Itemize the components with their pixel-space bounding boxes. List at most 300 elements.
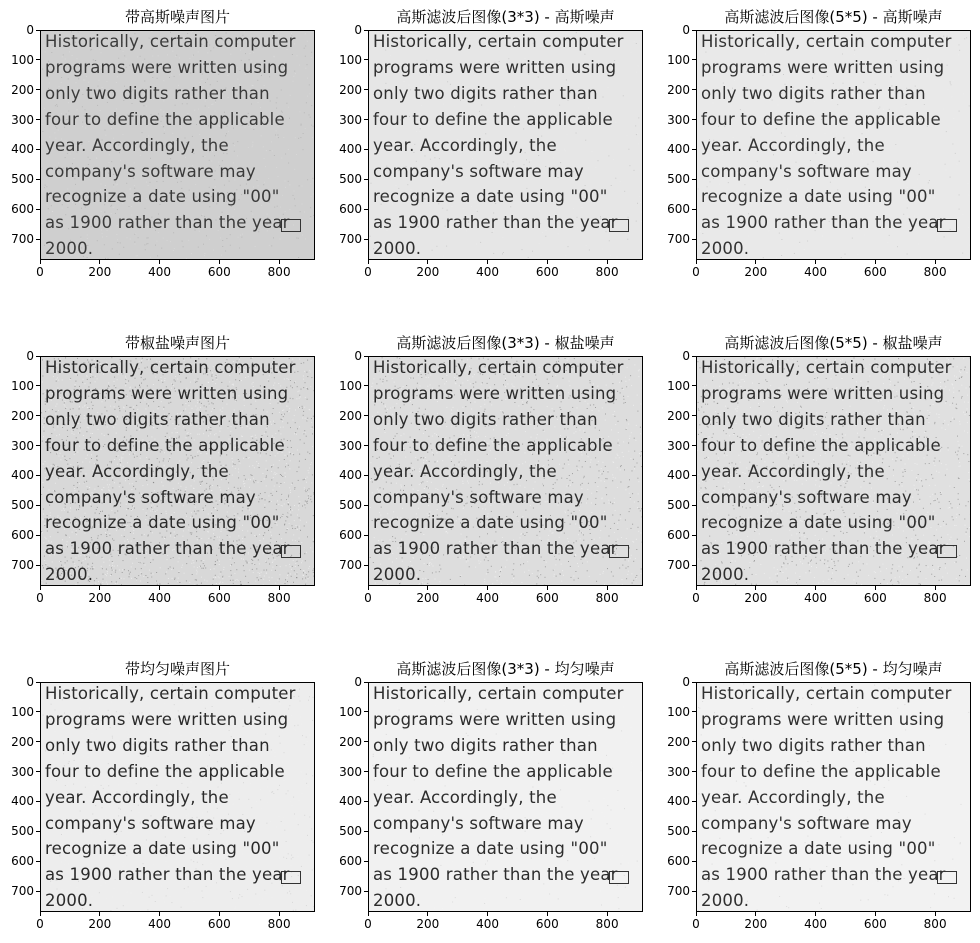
text-line: programs were written using: [373, 709, 617, 729]
text-line: company's software may: [45, 813, 256, 833]
x-tick-label: 800: [595, 917, 619, 931]
y-tick-label: 400: [339, 468, 362, 483]
y-tick-label: 700: [339, 232, 362, 247]
text-line: year. Accordingly, the: [701, 787, 885, 807]
y-tick-label: 100: [11, 52, 34, 67]
y-tick-mark: [36, 209, 40, 210]
text-line: year. Accordingly, the: [373, 461, 557, 481]
x-tick-label: 0: [692, 591, 700, 605]
y-tick-mark: [692, 59, 696, 60]
y-tick-mark: [692, 505, 696, 506]
y-tick-label: 400: [339, 142, 362, 157]
y-tick-mark: [692, 535, 696, 536]
y-tick-mark: [692, 149, 696, 150]
x-tick-label: 400: [804, 265, 828, 279]
y-tick-label: 500: [11, 824, 34, 839]
y-tick-label: 200: [667, 734, 690, 749]
y-tick-mark: [364, 445, 368, 446]
x-tick-mark: [815, 586, 816, 590]
x-tick-mark: [875, 586, 876, 590]
x-tick-mark: [607, 912, 608, 916]
x-tick-label: 600: [535, 591, 559, 605]
text-line: only two digits rather than: [701, 735, 926, 755]
y-tick-label: 300: [339, 112, 362, 127]
y-tick-label: 700: [667, 884, 690, 899]
text-line: year. Accordingly, the: [45, 787, 229, 807]
y-tick-label: 0: [682, 349, 690, 363]
y-tick-mark: [36, 149, 40, 150]
text-line: 2000.: [373, 565, 422, 585]
y-tick-mark: [692, 415, 696, 416]
text-line: four to define the applicable: [45, 109, 285, 129]
text-line: only two digits rather than: [373, 83, 598, 103]
x-tick-mark: [219, 586, 220, 590]
y-tick-mark: [692, 565, 696, 566]
x-tick-mark: [159, 912, 160, 916]
text-line: company's software may: [45, 161, 256, 181]
y-tick-mark: [36, 89, 40, 90]
y-tick-label: 600: [339, 528, 362, 543]
text-line: 2000.: [701, 239, 750, 259]
y-tick-label: 700: [11, 884, 34, 899]
text-line: programs were written using: [373, 57, 617, 77]
panel-title: 带椒盐噪声图片: [124, 334, 230, 352]
y-tick-mark: [36, 415, 40, 416]
y-tick-mark: [36, 682, 40, 683]
box-marker: [937, 219, 957, 232]
text-line: as 1900 rather than the year: [373, 213, 618, 233]
text-line: company's software may: [701, 487, 912, 507]
box-marker: [609, 871, 629, 884]
x-tick-label: 0: [364, 265, 372, 279]
text-line: company's software may: [373, 161, 584, 181]
x-tick-mark: [487, 586, 488, 590]
text-line: as 1900 rather than the year: [701, 865, 946, 885]
x-tick-label: 600: [535, 265, 559, 279]
y-tick-mark: [36, 891, 40, 892]
y-tick-label: 300: [667, 764, 690, 779]
x-tick-mark: [279, 912, 280, 916]
y-tick-mark: [36, 861, 40, 862]
text-line: four to define the applicable: [701, 109, 941, 129]
text-line: 2000.: [701, 565, 750, 585]
y-tick-label: 300: [11, 112, 34, 127]
text-line: Historically, certain computer: [45, 684, 296, 703]
y-tick-mark: [36, 356, 40, 357]
text-line: programs were written using: [45, 57, 289, 77]
y-tick-mark: [364, 30, 368, 31]
image-panel: [40, 30, 315, 260]
y-tick-mark: [364, 682, 368, 683]
text-line: programs were written using: [701, 383, 945, 403]
x-tick-mark: [279, 586, 280, 590]
x-tick-mark: [159, 586, 160, 590]
x-tick-label: 200: [88, 917, 112, 931]
x-tick-mark: [99, 260, 100, 264]
y-tick-label: 500: [667, 172, 690, 187]
y-tick-label: 200: [339, 734, 362, 749]
box-marker: [937, 545, 957, 558]
y-tick-label: 600: [667, 202, 690, 217]
y-tick-label: 100: [339, 378, 362, 393]
text-line: only two digits rather than: [45, 735, 270, 755]
y-tick-label: 0: [26, 349, 34, 363]
y-tick-label: 700: [339, 558, 362, 573]
text-line: four to define the applicable: [45, 761, 285, 781]
x-tick-label: 600: [863, 265, 887, 279]
y-tick-label: 400: [11, 468, 34, 483]
x-tick-mark: [547, 912, 548, 916]
text-line: 2000.: [45, 565, 94, 585]
x-tick-mark: [815, 912, 816, 916]
y-tick-label: 500: [667, 824, 690, 839]
y-tick-label: 500: [339, 824, 362, 839]
text-line: programs were written using: [701, 709, 945, 729]
x-tick-mark: [427, 260, 428, 264]
y-tick-mark: [36, 385, 40, 386]
y-tick-mark: [692, 179, 696, 180]
y-tick-mark: [36, 565, 40, 566]
y-tick-label: 300: [11, 764, 34, 779]
text-line: Historically, certain computer: [701, 358, 952, 377]
image-panel: [696, 682, 971, 912]
y-tick-mark: [692, 356, 696, 357]
text-line: year. Accordingly, the: [701, 461, 885, 481]
panel-title: 高斯滤波后图像(3*3) - 椒盐噪声: [396, 334, 615, 352]
x-tick-mark: [547, 586, 548, 590]
x-tick-mark: [935, 912, 936, 916]
y-tick-mark: [364, 149, 368, 150]
y-tick-mark: [692, 771, 696, 772]
text-line: recognize a date using "00": [701, 513, 936, 533]
text-line: year. Accordingly, the: [45, 461, 229, 481]
text-line: recognize a date using "00": [701, 839, 936, 859]
y-tick-mark: [36, 445, 40, 446]
text-line: year. Accordingly, the: [373, 787, 557, 807]
y-tick-label: 300: [667, 112, 690, 127]
image-panel: [696, 30, 971, 260]
x-tick-label: 800: [267, 265, 291, 279]
x-tick-mark: [815, 260, 816, 264]
y-tick-label: 700: [667, 558, 690, 573]
y-tick-label: 100: [339, 704, 362, 719]
text-line: as 1900 rather than the year: [701, 213, 946, 233]
text-line: as 1900 rather than the year: [373, 539, 618, 559]
y-tick-label: 600: [667, 854, 690, 869]
y-tick-label: 600: [667, 528, 690, 543]
y-tick-label: 200: [339, 408, 362, 423]
y-tick-label: 300: [11, 438, 34, 453]
y-tick-label: 600: [11, 528, 34, 543]
text-line: four to define the applicable: [373, 109, 613, 129]
x-tick-mark: [427, 912, 428, 916]
y-tick-label: 600: [339, 854, 362, 869]
y-tick-mark: [364, 119, 368, 120]
x-tick-label: 600: [207, 265, 231, 279]
y-tick-mark: [36, 239, 40, 240]
y-tick-mark: [692, 891, 696, 892]
x-tick-mark: [935, 586, 936, 590]
y-tick-mark: [364, 179, 368, 180]
y-tick-label: 500: [667, 498, 690, 513]
x-tick-mark: [368, 260, 369, 264]
y-tick-label: 400: [11, 142, 34, 157]
text-line: programs were written using: [45, 383, 289, 403]
y-tick-label: 0: [682, 23, 690, 37]
panel-title: 高斯滤波后图像(3*3) - 高斯噪声: [396, 8, 615, 26]
x-tick-mark: [875, 912, 876, 916]
x-tick-mark: [696, 260, 697, 264]
y-tick-mark: [692, 831, 696, 832]
x-tick-label: 400: [148, 917, 172, 931]
y-tick-mark: [36, 119, 40, 120]
text-line: Historically, certain computer: [701, 684, 952, 703]
panel-title: 带高斯噪声图片: [124, 8, 230, 26]
x-tick-mark: [696, 586, 697, 590]
text-line: company's software may: [45, 487, 256, 507]
y-tick-mark: [364, 505, 368, 506]
x-tick-label: 600: [863, 917, 887, 931]
x-tick-mark: [547, 260, 548, 264]
y-tick-label: 0: [26, 675, 34, 689]
text-line: as 1900 rather than the year: [701, 539, 946, 559]
panel-title: 高斯滤波后图像(5*5) - 椒盐噪声: [724, 334, 943, 352]
panel-title: 高斯滤波后图像(5*5) - 高斯噪声: [724, 8, 943, 26]
text-line: recognize a date using "00": [45, 839, 280, 859]
x-tick-label: 0: [36, 265, 44, 279]
y-tick-mark: [692, 711, 696, 712]
y-tick-mark: [364, 209, 368, 210]
x-tick-label: 800: [923, 591, 947, 605]
panel-title: 高斯滤波后图像(5*5) - 均匀噪声: [724, 660, 943, 678]
x-tick-label: 400: [476, 591, 500, 605]
text-line: 2000.: [701, 891, 750, 911]
x-tick-label: 200: [744, 917, 768, 931]
x-tick-label: 200: [744, 591, 768, 605]
y-tick-mark: [364, 475, 368, 476]
x-tick-mark: [487, 260, 488, 264]
y-tick-mark: [692, 861, 696, 862]
image-panel: [368, 356, 643, 586]
y-tick-mark: [36, 741, 40, 742]
text-line: recognize a date using "00": [45, 513, 280, 533]
y-tick-mark: [364, 861, 368, 862]
y-tick-mark: [36, 831, 40, 832]
text-line: as 1900 rather than the year: [45, 539, 290, 559]
y-tick-label: 700: [11, 232, 34, 247]
box-marker: [281, 871, 301, 884]
x-tick-label: 800: [595, 591, 619, 605]
text-line: year. Accordingly, the: [373, 135, 557, 155]
box-marker: [609, 219, 629, 232]
x-tick-mark: [99, 586, 100, 590]
x-tick-mark: [607, 586, 608, 590]
text-line: Historically, certain computer: [45, 32, 296, 51]
y-tick-label: 500: [339, 172, 362, 187]
y-tick-label: 100: [667, 704, 690, 719]
text-line: recognize a date using "00": [373, 839, 608, 859]
y-tick-label: 100: [667, 52, 690, 67]
x-tick-label: 400: [148, 591, 172, 605]
text-line: Historically, certain computer: [373, 32, 624, 51]
y-tick-mark: [692, 801, 696, 802]
image-panel: [40, 682, 315, 912]
y-tick-label: 600: [11, 854, 34, 869]
text-line: only two digits rather than: [45, 409, 270, 429]
y-tick-label: 500: [11, 172, 34, 187]
text-line: 2000.: [373, 891, 422, 911]
y-tick-label: 400: [667, 468, 690, 483]
y-tick-label: 700: [339, 884, 362, 899]
text-line: Historically, certain computer: [701, 32, 952, 51]
y-tick-label: 500: [11, 498, 34, 513]
y-tick-label: 700: [667, 232, 690, 247]
x-tick-label: 200: [416, 917, 440, 931]
y-tick-label: 100: [667, 378, 690, 393]
y-tick-label: 300: [339, 764, 362, 779]
x-tick-mark: [755, 586, 756, 590]
y-tick-mark: [364, 385, 368, 386]
text-line: company's software may: [373, 487, 584, 507]
y-tick-mark: [692, 385, 696, 386]
text-line: 2000.: [373, 239, 422, 259]
text-line: only two digits rather than: [701, 83, 926, 103]
y-tick-mark: [36, 30, 40, 31]
y-tick-mark: [692, 89, 696, 90]
text-line: programs were written using: [373, 383, 617, 403]
y-tick-mark: [364, 891, 368, 892]
y-tick-mark: [692, 239, 696, 240]
x-tick-mark: [935, 260, 936, 264]
text-line: as 1900 rather than the year: [45, 213, 290, 233]
x-tick-mark: [40, 912, 41, 916]
x-tick-label: 0: [36, 917, 44, 931]
text-line: as 1900 rather than the year: [373, 865, 618, 885]
x-tick-label: 600: [535, 917, 559, 931]
y-tick-label: 400: [339, 794, 362, 809]
y-tick-label: 600: [339, 202, 362, 217]
y-tick-mark: [364, 771, 368, 772]
x-tick-mark: [696, 912, 697, 916]
y-tick-label: 0: [26, 23, 34, 37]
x-tick-label: 200: [88, 265, 112, 279]
y-tick-label: 100: [11, 378, 34, 393]
y-tick-label: 500: [339, 498, 362, 513]
text-line: recognize a date using "00": [373, 513, 608, 533]
y-tick-mark: [692, 209, 696, 210]
text-line: only two digits rather than: [701, 409, 926, 429]
x-tick-label: 200: [416, 591, 440, 605]
x-tick-mark: [99, 912, 100, 916]
x-tick-mark: [875, 260, 876, 264]
text-line: recognize a date using "00": [373, 187, 608, 207]
text-line: four to define the applicable: [373, 435, 613, 455]
y-tick-label: 200: [339, 82, 362, 97]
text-line: four to define the applicable: [45, 435, 285, 455]
y-tick-mark: [364, 356, 368, 357]
text-line: only two digits rather than: [373, 735, 598, 755]
x-tick-label: 0: [692, 917, 700, 931]
y-tick-label: 200: [667, 82, 690, 97]
y-tick-mark: [692, 445, 696, 446]
x-tick-label: 0: [36, 591, 44, 605]
text-line: Historically, certain computer: [45, 358, 296, 377]
y-tick-label: 0: [682, 675, 690, 689]
image-panel: [696, 356, 971, 586]
text-line: company's software may: [701, 813, 912, 833]
y-tick-label: 100: [11, 704, 34, 719]
text-line: Historically, certain computer: [373, 358, 624, 377]
text-line: 2000.: [45, 239, 94, 259]
y-tick-label: 300: [339, 438, 362, 453]
y-tick-label: 700: [11, 558, 34, 573]
text-line: company's software may: [701, 161, 912, 181]
y-tick-mark: [364, 535, 368, 536]
x-tick-mark: [219, 260, 220, 264]
x-tick-label: 800: [923, 265, 947, 279]
y-tick-label: 0: [354, 23, 362, 37]
x-tick-mark: [427, 586, 428, 590]
x-tick-label: 400: [804, 591, 828, 605]
y-tick-mark: [692, 30, 696, 31]
x-tick-label: 0: [364, 917, 372, 931]
x-tick-label: 600: [863, 591, 887, 605]
text-line: four to define the applicable: [701, 761, 941, 781]
y-tick-label: 400: [667, 142, 690, 157]
y-tick-mark: [364, 711, 368, 712]
y-tick-mark: [692, 475, 696, 476]
x-tick-label: 600: [207, 917, 231, 931]
y-tick-label: 200: [11, 734, 34, 749]
text-line: 2000.: [45, 891, 94, 911]
x-tick-mark: [755, 260, 756, 264]
y-tick-mark: [36, 59, 40, 60]
x-tick-label: 0: [364, 591, 372, 605]
x-tick-mark: [755, 912, 756, 916]
y-tick-mark: [364, 565, 368, 566]
x-tick-mark: [40, 260, 41, 264]
x-tick-label: 800: [923, 917, 947, 931]
x-tick-label: 600: [207, 591, 231, 605]
y-tick-mark: [364, 415, 368, 416]
y-tick-mark: [36, 535, 40, 536]
y-tick-mark: [36, 179, 40, 180]
y-tick-label: 600: [11, 202, 34, 217]
x-tick-mark: [279, 260, 280, 264]
y-tick-mark: [692, 682, 696, 683]
y-tick-mark: [692, 741, 696, 742]
y-tick-mark: [364, 89, 368, 90]
text-line: company's software may: [373, 813, 584, 833]
y-tick-label: 300: [667, 438, 690, 453]
x-tick-label: 800: [267, 917, 291, 931]
y-tick-label: 400: [667, 794, 690, 809]
x-tick-label: 400: [476, 265, 500, 279]
x-tick-mark: [487, 912, 488, 916]
y-tick-mark: [364, 801, 368, 802]
box-marker: [609, 545, 629, 558]
box-marker: [281, 545, 301, 558]
text-line: only two digits rather than: [45, 83, 270, 103]
text-line: four to define the applicable: [373, 761, 613, 781]
x-tick-label: 200: [88, 591, 112, 605]
text-line: year. Accordingly, the: [701, 135, 885, 155]
x-tick-label: 800: [595, 265, 619, 279]
y-tick-mark: [692, 119, 696, 120]
text-line: only two digits rather than: [373, 409, 598, 429]
text-line: programs were written using: [701, 57, 945, 77]
y-tick-label: 0: [354, 675, 362, 689]
